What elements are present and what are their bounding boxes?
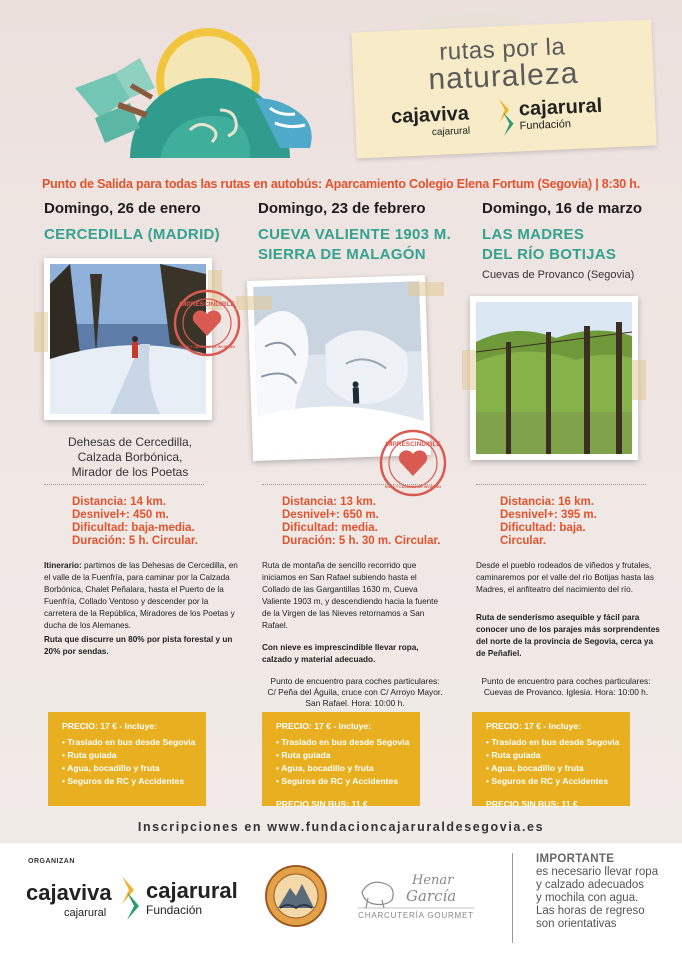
route-column-1 bbox=[44, 200, 220, 245]
divider bbox=[44, 484, 204, 485]
vertical-divider bbox=[512, 853, 513, 943]
price-title: PRECIO: 17 € - Incluye: bbox=[486, 721, 582, 731]
price-title: PRECIO: 17 € - Incluye: bbox=[62, 721, 158, 731]
stat-elevation: Desnivel+: 650 m. bbox=[282, 509, 379, 521]
route-date: Domingo, 16 de marzo bbox=[482, 200, 643, 217]
stat-type: Circular. bbox=[500, 535, 547, 547]
stat-difficulty: Dificultad: media. bbox=[282, 522, 378, 534]
tape-decoration bbox=[632, 360, 646, 400]
club-emblem-icon bbox=[264, 864, 328, 928]
registration-link[interactable]: Inscripciones en www.fundacioncajaruraldesegovia.es bbox=[137, 820, 545, 834]
price-item: • Seguros de RC y Accidentes bbox=[486, 775, 620, 788]
tape-decoration bbox=[34, 312, 48, 352]
tape-decoration bbox=[236, 296, 272, 310]
caption-line: Mirador de los Poetas bbox=[71, 465, 189, 479]
organizer-logos bbox=[26, 870, 246, 926]
route-description-1 bbox=[44, 560, 240, 658]
title-line-2: naturaleza bbox=[427, 56, 580, 97]
tape-decoration bbox=[462, 350, 476, 390]
globe-nature-icon bbox=[70, 18, 340, 158]
caption-line: Calzada Borbónica, bbox=[77, 450, 183, 464]
meet-line: Cuevas de Provanco. Iglesia. Hora: 10:00 h. bbox=[483, 687, 649, 697]
stat-distance: Distancia: 16 km. bbox=[500, 496, 594, 508]
departure-info: Punto de Salida para todas las rutas en autobús: Aparcamiento Colegio Elena Fortum (Segovia) | 8:30 h. bbox=[41, 177, 641, 191]
important-line: Las horas de regreso bbox=[536, 905, 645, 917]
desc-text: Desde el pueblo rodeados de viñedos y frutales, caminaremos por el valle del río Botijas hasta las Madres, el anfiteatro del nacimiento del río. bbox=[476, 561, 654, 594]
henar-text-line-2: García bbox=[406, 887, 457, 905]
henar-text-line-1: Henar bbox=[412, 873, 454, 888]
cajarural-sub-text: cajarural bbox=[431, 125, 471, 139]
price-box-2 bbox=[262, 712, 420, 809]
price-no-bus: PRECIO SIN BUS: 11 € bbox=[276, 799, 368, 809]
important-line: es necesario llevar ropa bbox=[536, 866, 659, 878]
stat-distance: Distancia: 14 km. bbox=[72, 496, 166, 508]
desc-bold-text: Con nieve es imprescindible llevar ropa, calzado y material adecuado. bbox=[262, 643, 419, 664]
important-line: son orientativas bbox=[536, 918, 617, 930]
cajarural-emblem-icon bbox=[498, 98, 514, 137]
desc-text: Ruta de montaña de sencillo recorrido que iniciamos en San Rafael subiendo hasta el Collado de las Gargantillas 1630 m, Cueva Valiente 1903 m, y descendiendo hacia la fuente de la Virgen de las Nieves retornamos a San Rafael. bbox=[262, 561, 439, 630]
vineyard-photo bbox=[476, 302, 632, 454]
tape-decoration bbox=[408, 282, 444, 296]
price-item: • Ruta guiada bbox=[276, 749, 410, 762]
price-item: • Agua, bocadillo y fruta bbox=[486, 762, 620, 775]
organizers-label: ORGANIZAN bbox=[28, 858, 75, 865]
important-line: y calzado adecuados bbox=[536, 879, 645, 891]
cajaviva-logo-text: cajaviva bbox=[26, 880, 112, 905]
cajarural-logo-text: cajarural bbox=[146, 878, 238, 903]
route-photo-3 bbox=[470, 296, 638, 460]
meeting-point-2 bbox=[252, 676, 458, 709]
price-item: • Seguros de RC y Accidentes bbox=[62, 775, 196, 788]
route-subtitle: Cuevas de Provanco (Segovia) bbox=[482, 269, 635, 281]
stamp-text: IMPRESCINDIBLE bbox=[385, 441, 441, 448]
stat-difficulty: Dificultad: baja-media. bbox=[72, 522, 195, 534]
cajarural-logo-text: cajarural bbox=[518, 94, 603, 121]
route-title-line-2: SIERRA DE MALAGÓN bbox=[258, 246, 426, 263]
desc-text: partimos de las Dehesas de Cercedilla, en el valle de la Fuenfría, para caminar por la Calzada Borbónica, Chalet Peñalara, hasta el Puerto de la Fuenfría, Collado Ventoso y descender por la carretera de la República, Miradores de los Poetas y ducha de los Alemanes. bbox=[44, 561, 238, 630]
route-stats-2 bbox=[282, 496, 441, 548]
henar-sub-text: CHARCUTERÍA GOURMET bbox=[358, 911, 474, 920]
route-title: CUEVA VALIENTE 1903 M. bbox=[258, 226, 452, 243]
price-item: • Ruta guiada bbox=[62, 749, 196, 762]
meet-line: San Rafael. Hora: 10:00 h. bbox=[305, 698, 405, 708]
route-title-line-2: DEL RÍO BOTIJAS bbox=[482, 246, 617, 263]
desc-bold-text: Ruta que discurre un 80% por pista forestal y un 20% por sendas. bbox=[44, 635, 233, 656]
price-item: • Traslado en bus desde Segovia bbox=[486, 736, 620, 749]
price-item: • Agua, bocadillo y fruta bbox=[62, 762, 196, 775]
price-box-3 bbox=[472, 712, 630, 809]
price-item: • Traslado en bus desde Segovia bbox=[276, 736, 410, 749]
price-title: PRECIO: 17 € - Incluye: bbox=[276, 721, 372, 731]
route-title: LAS MADRES bbox=[482, 226, 585, 243]
stamp-sub-text: ROPA Y CALZADO DE INVIERNO bbox=[178, 345, 236, 349]
route-date: Domingo, 23 de febrero bbox=[258, 200, 426, 217]
caption-line: Dehesas de Cercedilla, bbox=[67, 435, 193, 449]
important-line: y mochila con agua. bbox=[536, 892, 639, 904]
price-item: • Agua, bocadillo y fruta bbox=[276, 762, 410, 775]
route-stats-3 bbox=[500, 496, 597, 548]
cajaviva-logo-text: cajaviva bbox=[390, 102, 470, 128]
price-item: • Ruta guiada bbox=[486, 749, 620, 762]
stat-difficulty: Dificultad: baja. bbox=[500, 522, 586, 534]
meeting-point-3 bbox=[468, 676, 664, 698]
cajarural-emblem-icon bbox=[122, 876, 139, 920]
henar-garcia-logo bbox=[356, 868, 476, 922]
divider bbox=[262, 484, 432, 485]
meet-line: C/ Peña del Águila, cruce con C/ Arroyo Mayor. bbox=[267, 687, 443, 697]
fundacion-sub-text: Fundación bbox=[146, 903, 203, 917]
stamp-text: IMPRESCINDIBLE bbox=[179, 301, 235, 308]
fundacion-sub-text: Fundación bbox=[519, 118, 572, 133]
route-column-2 bbox=[258, 200, 451, 265]
route-stats-1 bbox=[72, 496, 198, 548]
route-column-3 bbox=[482, 200, 642, 281]
desc-label: Itinerario: bbox=[44, 561, 82, 570]
imprescindible-stamp-icon bbox=[378, 428, 448, 498]
route-title: CERCEDILLA (MADRID) bbox=[44, 226, 220, 243]
divider bbox=[476, 484, 646, 485]
stat-duration: Duración: 5 h. Circular. bbox=[72, 535, 198, 547]
stamp-sub-text: ROPA Y CALZADO DE INVIERNO bbox=[384, 485, 442, 489]
important-title: IMPORTANTE bbox=[536, 853, 615, 865]
route-description-2 bbox=[262, 560, 444, 666]
route-description-3 bbox=[476, 560, 662, 660]
stat-elevation: Desnivel+: 450 m. bbox=[72, 509, 169, 521]
title-line-1: rutas por la bbox=[438, 33, 566, 66]
stat-elevation: Desnivel+: 395 m. bbox=[500, 509, 597, 521]
important-notice bbox=[536, 853, 676, 931]
cajarural-sub-text: cajarural bbox=[64, 907, 107, 919]
sponsor-logos bbox=[390, 87, 622, 143]
price-no-bus: PRECIO SIN BUS: 11 € bbox=[486, 799, 578, 809]
desc-bold-text: Ruta de senderismo asequible y fácil para conocer uno de los parajes más sorprendentes del norte de la provincia de Segovia, cerca ya de Peñafiel. bbox=[476, 613, 660, 658]
route-date: Domingo, 26 de enero bbox=[44, 200, 201, 217]
price-item: • Seguros de RC y Accidentes bbox=[276, 775, 410, 788]
price-box-1 bbox=[48, 712, 206, 806]
stat-duration: Duración: 5 h. 30 m. Circular. bbox=[282, 535, 441, 547]
title-note-card bbox=[351, 20, 656, 159]
route-caption-1 bbox=[40, 435, 220, 480]
imprescindible-stamp-icon bbox=[172, 288, 242, 358]
meet-line: Punto de encuentro para coches particulares: bbox=[481, 676, 651, 686]
stat-distance: Distancia: 13 km. bbox=[282, 496, 376, 508]
price-item: • Traslado en bus desde Segovia bbox=[62, 736, 196, 749]
meet-line: Punto de encuentro para coches particulares: bbox=[270, 676, 440, 686]
